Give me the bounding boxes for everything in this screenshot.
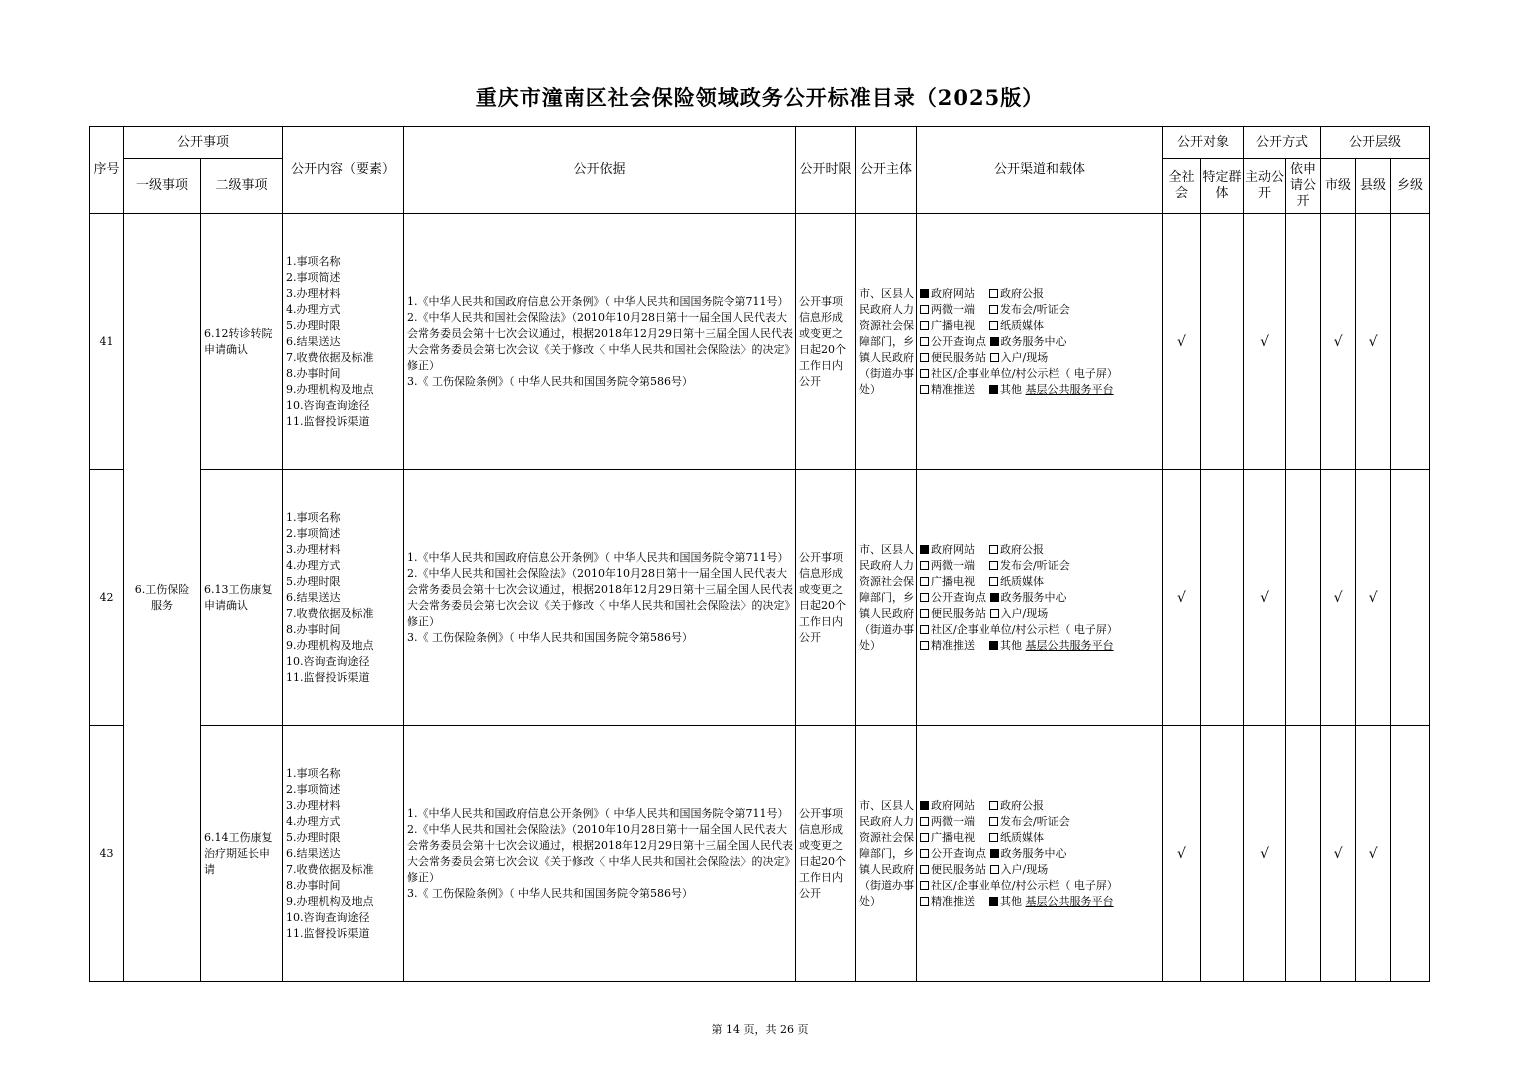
row-seq: 41 xyxy=(90,214,124,470)
channel-cell: 政府网站 政府公报 两微一端 发布会/听证会 广播电视 纸质媒体 公开查询点 政务服务中心 便民服务站 入户/现场 社区/企事业单位/村公示栏（ 电子屏） 精准推送 其他 基层公共服务平台 xyxy=(917,726,1163,982)
content-item: 10.咨询查询途径 xyxy=(286,910,370,924)
content-item: 6.结果送达 xyxy=(286,334,341,348)
checkbox-icon xyxy=(920,641,929,650)
check-county: √ xyxy=(1356,214,1391,470)
content-item: 7.收费依据及标准 xyxy=(286,606,374,620)
other-channel-value: 基层公共服务平台 xyxy=(1025,894,1114,908)
check-city: √ xyxy=(1321,470,1356,726)
checkbox-icon xyxy=(920,577,929,586)
page-title: 重庆市潼南区社会保险领域政务公开标准目录（2025版） xyxy=(475,85,1045,110)
basis-line: 1.《中华人民共和国政府信息公开条例》（ 中华人民共和国国务院令第711号） xyxy=(407,294,789,308)
content-item: 2.事项简述 xyxy=(286,526,341,540)
content-item: 3.办理材料 xyxy=(286,798,341,812)
channel-cell: 政府网站 政府公报 两微一端 发布会/听证会 广播电视 纸质媒体 公开查询点 政务服务中心 便民服务站 入户/现场 社区/企事业单位/村公示栏（ 电子屏） 精准推送 其他 基层公共服务平台 xyxy=(917,214,1163,470)
check-specific-group xyxy=(1201,470,1244,726)
checkbox-icon xyxy=(989,897,998,906)
checkbox-icon xyxy=(920,353,929,362)
basis-line: 2.《中华人民共和国社会保险法》（2010年10月28日第十一届全国人民代表大会常务委员会第十七次会议通过，根据2018年12月29日第十三届全国人民代表大会常务委员会第七次会议《关于修改〈 中华人民共和国社会保险法〉的决定》修正） xyxy=(407,822,794,884)
level1-item: 6.工伤保险服务 xyxy=(124,214,201,982)
check-on-request xyxy=(1286,470,1321,726)
header-county: 县级 xyxy=(1356,159,1391,214)
header-content: 公开内容（要素） xyxy=(283,127,404,214)
check-active: √ xyxy=(1244,214,1286,470)
check-city: √ xyxy=(1321,726,1356,982)
checkbox-icon xyxy=(989,545,998,554)
header-on-request: 依申请公开 xyxy=(1286,159,1321,214)
content-item: 10.咨询查询途径 xyxy=(286,654,370,668)
basis-line: 1.《中华人民共和国政府信息公开条例》（ 中华人民共和国国务院令第711号） xyxy=(407,550,789,564)
subject-cell: 市、区县人民政府人力资源社会保障部门，乡镇人民政府（街道办事处） xyxy=(856,726,917,982)
content-item: 2.事项简述 xyxy=(286,270,341,284)
content-cell xyxy=(283,214,404,470)
row-seq: 43 xyxy=(90,726,124,982)
content-item: 2.事项简述 xyxy=(286,782,341,796)
check-all-society: √ xyxy=(1163,214,1201,470)
content-item: 5.办理时限 xyxy=(286,830,341,844)
level2-item: 6.12转诊转院申请确认 xyxy=(201,214,283,470)
basis-cell xyxy=(404,726,796,982)
checkbox-icon xyxy=(920,865,929,874)
header-city: 市级 xyxy=(1321,159,1356,214)
table-row xyxy=(90,470,1430,726)
content-cell xyxy=(283,726,404,982)
checkbox-icon xyxy=(920,817,929,826)
check-all-society: √ xyxy=(1163,470,1201,726)
checkbox-icon xyxy=(990,609,999,618)
content-item: 9.办理机构及地点 xyxy=(286,894,374,908)
header-active: 主动公开 xyxy=(1244,159,1286,214)
content-item: 1.事项名称 xyxy=(286,510,341,524)
checkbox-icon xyxy=(920,801,929,810)
content-item: 3.办理材料 xyxy=(286,542,341,556)
checkbox-icon xyxy=(989,577,998,586)
content-item: 11.监督投诉渠道 xyxy=(286,414,370,428)
header-seq: 序号 xyxy=(90,127,124,214)
content-item: 4.办理方式 xyxy=(286,558,341,572)
header-township: 乡级 xyxy=(1391,159,1430,214)
check-township xyxy=(1391,470,1430,726)
checkbox-icon xyxy=(989,817,998,826)
check-specific-group xyxy=(1201,726,1244,982)
timelimit-cell: 公开事项信息形成或变更之日起20个工作日内公开 xyxy=(796,214,856,470)
content-item: 11.监督投诉渠道 xyxy=(286,670,370,684)
checkbox-icon xyxy=(920,849,929,858)
checkbox-icon xyxy=(989,305,998,314)
checkbox-icon xyxy=(989,289,998,298)
checkbox-icon xyxy=(920,545,929,554)
checkbox-icon xyxy=(920,881,929,890)
checkbox-icon xyxy=(990,353,999,362)
check-city: √ xyxy=(1321,214,1356,470)
page-footer: 第 14 页，共 26 页 xyxy=(711,1023,809,1036)
other-channel-value: 基层公共服务平台 xyxy=(1025,382,1114,396)
checkbox-icon xyxy=(990,865,999,874)
content-item: 10.咨询查询途径 xyxy=(286,398,370,412)
content-item: 4.办理方式 xyxy=(286,814,341,828)
checkbox-icon xyxy=(989,833,998,842)
check-township xyxy=(1391,726,1430,982)
checkbox-icon xyxy=(920,833,929,842)
timelimit-cell: 公开事项信息形成或变更之日起20个工作日内公开 xyxy=(796,470,856,726)
content-item: 8.办事时间 xyxy=(286,366,341,380)
checkbox-icon xyxy=(920,321,929,330)
content-item: 1.事项名称 xyxy=(286,766,341,780)
header-level: 公开层级 xyxy=(1321,127,1430,159)
checkbox-icon xyxy=(920,561,929,570)
check-active: √ xyxy=(1244,726,1286,982)
content-item: 11.监督投诉渠道 xyxy=(286,926,370,940)
header-matter: 公开事项 xyxy=(124,127,283,159)
subject-cell: 市、区县人民政府人力资源社会保障部门，乡镇人民政府（街道办事处） xyxy=(856,214,917,470)
content-item: 8.办事时间 xyxy=(286,878,341,892)
content-item: 5.办理时限 xyxy=(286,574,341,588)
content-item: 7.收费依据及标准 xyxy=(286,350,374,364)
other-channel-value: 基层公共服务平台 xyxy=(1025,638,1114,652)
checkbox-icon xyxy=(920,305,929,314)
check-county: √ xyxy=(1356,470,1391,726)
check-on-request xyxy=(1286,726,1321,982)
header-all-society: 全社会 xyxy=(1163,159,1201,214)
header-timelimit: 公开时限 xyxy=(796,127,856,214)
check-county: √ xyxy=(1356,726,1391,982)
basis-line: 3.《 工伤保险条例》（ 中华人民共和国国务院令第586号） xyxy=(407,630,693,644)
subject-cell: 市、区县人民政府人力资源社会保障部门，乡镇人民政府（街道办事处） xyxy=(856,470,917,726)
header-target: 公开对象 xyxy=(1163,127,1244,159)
check-specific-group xyxy=(1201,214,1244,470)
header-method: 公开方式 xyxy=(1244,127,1321,159)
header-subject: 公开主体 xyxy=(856,127,917,214)
basis-line: 3.《 工伤保险条例》（ 中华人民共和国国务院令第586号） xyxy=(407,886,693,900)
level2-item: 6.14工伤康复治疗期延长申请 xyxy=(201,726,283,982)
level2-item: 6.13工伤康复申请确认 xyxy=(201,470,283,726)
content-item: 8.办事时间 xyxy=(286,622,341,636)
checkbox-icon xyxy=(920,369,929,378)
checkbox-icon xyxy=(990,337,999,346)
checkbox-icon xyxy=(989,801,998,810)
basis-cell xyxy=(404,470,796,726)
channel-cell: 政府网站 政府公报 两微一端 发布会/听证会 广播电视 纸质媒体 公开查询点 政务服务中心 便民服务站 入户/现场 社区/企事业单位/村公示栏（ 电子屏） 精准推送 其他 基层公共服务平台 xyxy=(917,470,1163,726)
checkbox-icon xyxy=(989,561,998,570)
checkbox-icon xyxy=(920,337,929,346)
content-item: 6.结果送达 xyxy=(286,846,341,860)
basis-cell xyxy=(404,214,796,470)
basis-line: 3.《 工伤保险条例》（ 中华人民共和国国务院令第586号） xyxy=(407,374,693,388)
check-active: √ xyxy=(1244,470,1286,726)
content-item: 3.办理材料 xyxy=(286,286,341,300)
check-on-request xyxy=(1286,214,1321,470)
row-seq: 42 xyxy=(90,470,124,726)
basis-line: 2.《中华人民共和国社会保险法》（2010年10月28日第十一届全国人民代表大会常务委员会第十七次会议通过，根据2018年12月29日第十三届全国人民代表大会常务委员会第七次会议《关于修改〈 中华人民共和国社会保险法〉的决定》修正） xyxy=(407,566,794,628)
content-item: 9.办理机构及地点 xyxy=(286,382,374,396)
content-item: 9.办理机构及地点 xyxy=(286,638,374,652)
header-specific-group: 特定群体 xyxy=(1201,159,1244,214)
content-item: 1.事项名称 xyxy=(286,254,341,268)
checkbox-icon xyxy=(920,609,929,618)
header-level2: 二级事项 xyxy=(201,159,283,214)
checkbox-icon xyxy=(920,385,929,394)
basis-line: 2.《中华人民共和国社会保险法》（2010年10月28日第十一届全国人民代表大会常务委员会第十七次会议通过，根据2018年12月29日第十三届全国人民代表大会常务委员会第七次会议《关于修改〈 中华人民共和国社会保险法〉的决定》修正） xyxy=(407,310,794,372)
basis-line: 1.《中华人民共和国政府信息公开条例》（ 中华人民共和国国务院令第711号） xyxy=(407,806,789,820)
table-row xyxy=(90,726,1430,982)
checkbox-icon xyxy=(920,897,929,906)
content-item: 7.收费依据及标准 xyxy=(286,862,374,876)
checkbox-icon xyxy=(989,321,998,330)
catalog-table xyxy=(89,126,1430,982)
checkbox-icon xyxy=(990,849,999,858)
check-township xyxy=(1391,214,1430,470)
checkbox-icon xyxy=(989,385,998,394)
checkbox-icon xyxy=(990,593,999,602)
checkbox-icon xyxy=(989,641,998,650)
check-all-society: √ xyxy=(1163,726,1201,982)
content-item: 6.结果送达 xyxy=(286,590,341,604)
content-item: 4.办理方式 xyxy=(286,302,341,316)
timelimit-cell: 公开事项信息形成或变更之日起20个工作日内公开 xyxy=(796,726,856,982)
header-channel: 公开渠道和载体 xyxy=(917,127,1163,214)
checkbox-icon xyxy=(920,593,929,602)
checkbox-icon xyxy=(920,289,929,298)
header-basis: 公开依据 xyxy=(404,127,796,214)
content-item: 5.办理时限 xyxy=(286,318,341,332)
header-level1: 一级事项 xyxy=(124,159,201,214)
checkbox-icon xyxy=(920,625,929,634)
table-row xyxy=(90,214,1430,470)
content-cell xyxy=(283,470,404,726)
